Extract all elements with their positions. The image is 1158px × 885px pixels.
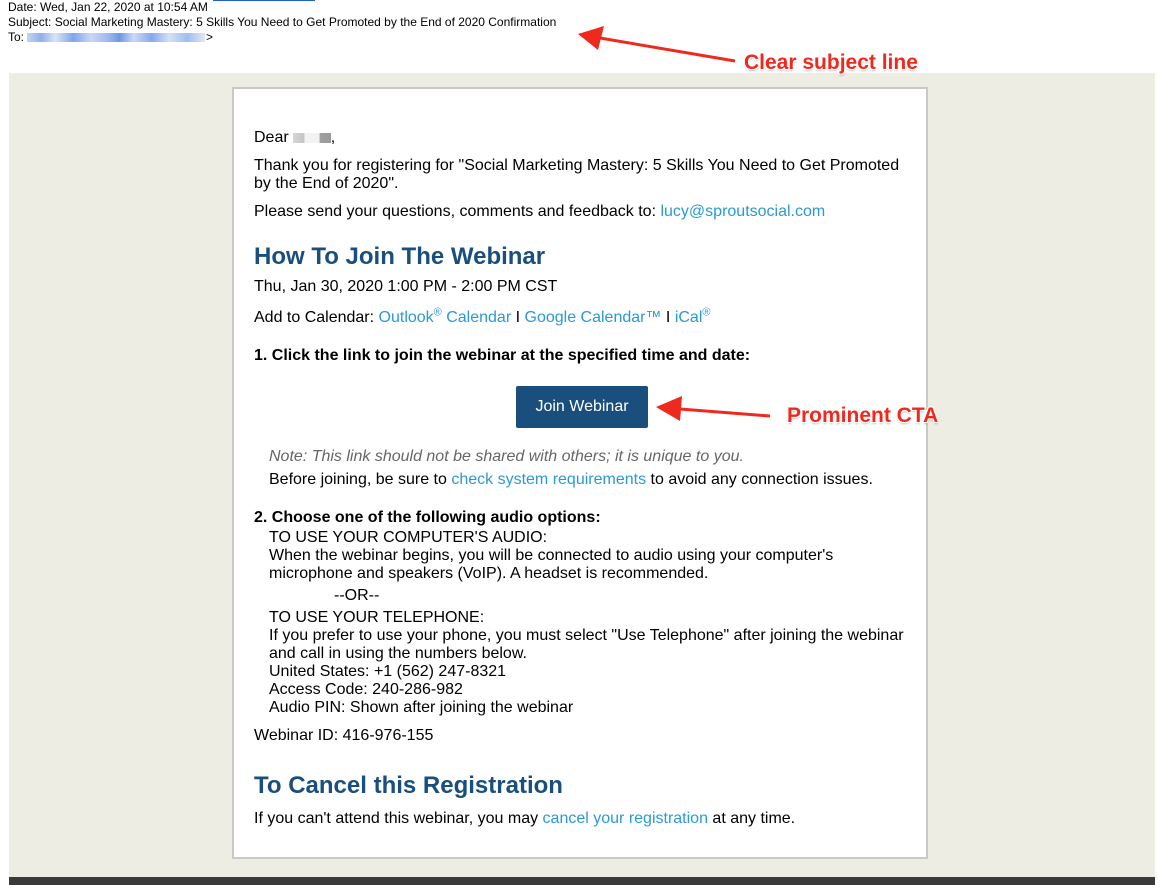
calendar-separator-2: I [661,309,675,326]
outlook-text: Outlook [378,309,434,326]
header-subject: Subject: Social Marketing Mastery: 5 Skills You Need to Get Promoted by the End of 2020 Confirmation [8,15,557,29]
email-header [8,0,556,45]
step-2-instruction: 2. Choose one of the following audio options: [254,509,601,526]
add-to-calendar [254,306,914,327]
telephone-title: TO USE YOUR TELEPHONE: [269,609,485,626]
subject-arrow-head [578,26,604,50]
thanks-line-2: by the End of 2020". [254,175,399,192]
email-content [254,129,914,828]
header-link-underline [213,0,315,1]
or-divider: --OR-- [334,587,380,604]
outlook-calendar-link[interactable] [378,306,512,326]
greeting [254,129,914,147]
after-text: to avoid any connection issues. [646,471,873,488]
computer-audio-line-1: When the webinar begins, you will be connected to audio using your computer's [269,547,834,564]
greeting-text: Dear [254,129,289,146]
ical-text: iCal [674,309,703,326]
webinar-id: Webinar ID: 416-976-155 [254,727,434,744]
telephone-line-1: If you prefer to use your phone, you must select "Use Telephone" after joining the webinar [269,627,904,644]
webinar-datetime: Thu, Jan 30, 2020 1:00 PM - 2:00 PM CST [254,278,558,295]
system-requirements-link[interactable]: check system requirements [451,471,647,488]
footer-bar [9,877,1155,885]
google-calendar-link[interactable]: Google Calendar™ [524,309,662,326]
cancel-text: If you can't attend this webinar, you may [254,810,543,827]
email-card [232,87,928,859]
header-date: Date: Wed, Jan 22, 2020 at 10:54 AM [8,0,208,14]
outlook-suffix: Calendar [441,309,512,326]
annotation-cta-label: Prominent CTA [787,404,939,427]
telephone-line-2: and call in using the numbers below. [269,645,527,662]
audio-options [269,529,914,717]
cancel-paragraph [254,810,914,828]
audio-pin: Audio PIN: Shown after joining the webinar [269,699,574,716]
ical-registered-mark: ® [702,306,711,319]
contact-email-link[interactable]: lucy@sproutsocial.com [660,203,826,220]
questions-text: Please send your questions, comments and feedback to: [254,203,661,220]
computer-audio-title: TO USE YOUR COMPUTER'S AUDIO: [269,529,548,546]
redacted-recipient [27,33,205,42]
calendar-separator-1: I [511,309,525,326]
subject-arrow-shaft [600,38,735,61]
ical-link[interactable] [674,306,711,326]
annotation-subject-label: Clear subject line [744,51,918,74]
to-label: To: [8,30,25,44]
before-text: Before joining, be sure to [269,471,452,488]
link-note: Note: This link should not be shared with others; it is unique to you. [269,448,744,465]
questions-paragraph [254,203,914,221]
system-requirements-paragraph [269,471,914,489]
cancel-suffix: at any time. [707,810,796,827]
computer-audio-line-2: microphone and speakers (VoIP). A headset is recommended. [269,565,709,582]
redacted-name [293,133,331,143]
join-heading: How To Join The Webinar [254,243,546,270]
step-1-instruction: 1. Click the link to join the webinar at the specified time and date: [254,347,751,364]
greeting-punct: , [330,129,336,146]
thanks-paragraph [254,157,914,193]
calendar-label: Add to Calendar: [254,309,379,326]
header-to [8,30,556,45]
to-suffix: > [206,30,214,44]
access-code: Access Code: 240-286-982 [269,681,463,698]
cancel-registration-link[interactable]: cancel your registration [542,810,708,827]
outlook-registered-mark: ® [433,306,442,319]
thanks-line-1: Thank you for registering for "Social Marketing Mastery: 5 Skills You Need to Get Promoted [254,157,900,174]
join-webinar-button[interactable]: Join Webinar [516,386,648,428]
cancel-heading: To Cancel this Registration [254,772,563,799]
phone-number: United States: +1 (562) 247-8321 [269,663,507,680]
